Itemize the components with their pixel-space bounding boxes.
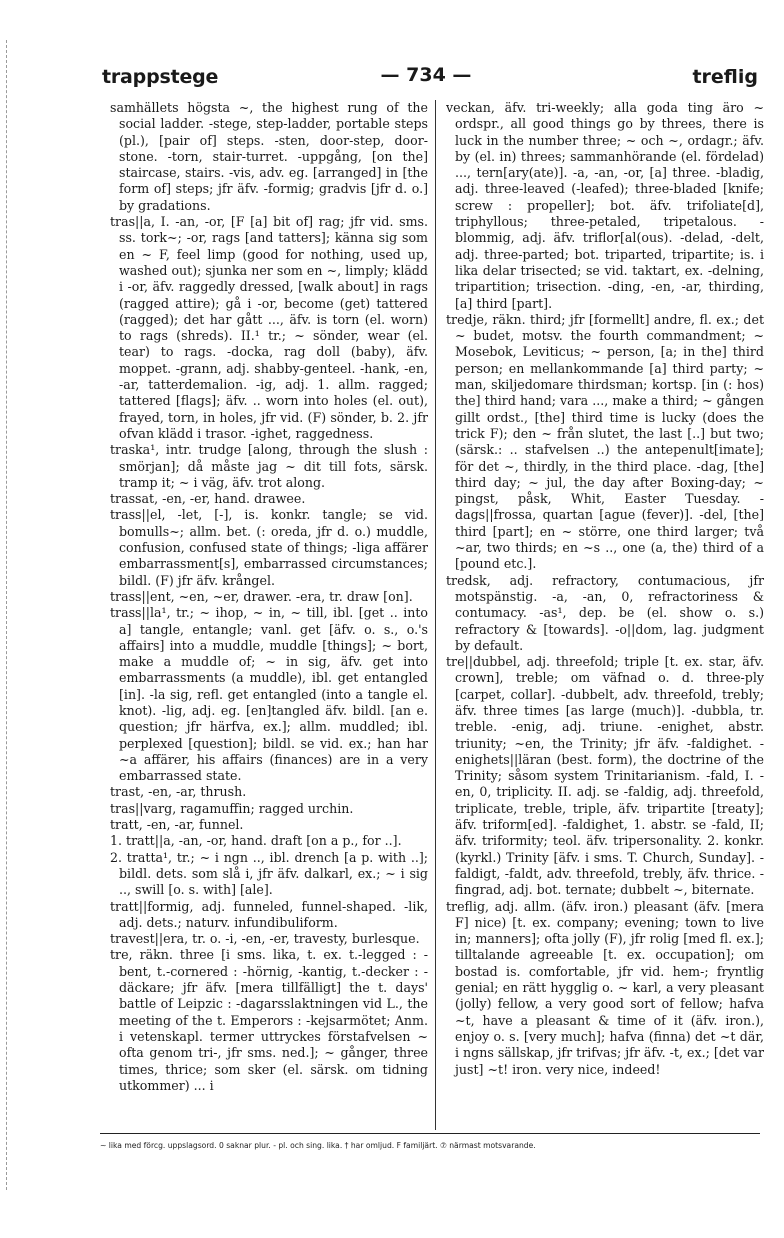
entry-trasvarg: tras||varg, ragamuffin; ragged urchin. xyxy=(110,800,354,816)
left-column xyxy=(110,100,428,1130)
page-number: — 734 — xyxy=(380,64,472,86)
entry-trasa: tras||a, I. -an, -or, [F [a] bit of] rag; jfr vid. sms. ss. tork~; -or, rags [and tatters]; känna sig som en ~ F, feel limp (good for nothing, used up, washed out); sjunka ner som en ~, limply; klädd i -or, äfv. raggedly dressed, [walk about] in rags (ragged attire); gå i -or, become (get) tattered (ragged); det har gått ..., äfv. is torn (el. worn) to rags (shreds). II.¹ tr.; ~ sönder, wear (el. tear) to rags. -docka, rag doll (baby), äfv. moppet. -grann, adj. shabby-genteel. -hank, -en, -ar, tatterdemalion. -ig, adj. 1. allm. ragged; tattered [flags]; äfv. .. worn into holes (el. out), frayed, torn, in holes, jfr vid. (F) sönder, b. 2. jfr ofvan klädd i trasor. -ighet, raggedness. xyxy=(110,214,428,441)
entry-tratta-2: 2. tratta¹, tr.; ~ i ngn .., ibl. drench [a p. with ..]; bildl. dets. som slå i, jfr äfv. dalkarl, ex.; ~ i sig .., swill [o. s. with] [ale]. xyxy=(110,849,428,898)
entry-tredubbel: tre||dubbel, adj. threefold; triple [t. ex. star, äfv. crown], treble; om väfnad o. d. three-ply [carpet, collar]. -dubbelt, adv. threefold, trebly; äfv. three times [as large (much)]. -dubbla, tr. treble. -enig, adj. triune. -enighet, abstr. triunity; ~en, the Trinity; jfr äfv. -faldighet. -enighets||läran (best. form), the doctrine of the Trinity; såsom system Trinitarianism. -fald, I. -en, 0, triplicity. II. adj. se -faldig, adj. threefold, triplicate, treble, triple, äfv. tripartite [treaty]; äfv. triform[ed]. -faldighet, 1. abstr. se -fald, II; äfv. triformity; teol. äfv. tripersonality. 2. konkr. (kyrkl.) Trinity [äfv. i sms. T. Church, Sunday]. -faldigt, -faldt, adv. threefold, trebly, äfv. thrice. -fingrad, adj. bot. ternate; dubbelt ~, biternate. xyxy=(446,654,764,898)
guide-word-left: trappstege xyxy=(102,66,219,88)
entry-tredje: tredje, räkn. third; jfr [formellt] andre, fl. ex.; det ~ budet, motsv. the fourth commandment; ~ Mosebok, Leviticus; ~ person, [a; in the] third person; en mellankommande [a] third party; ~ man, skiljedomare thirdsman; kortsp. [in (: hos) the] third hand; vara ..., make a third; ~ gången gillt ordst., [the] third time is lucky (does the trick F); den ~ från slutet, the last [..] but two; (särsk.: .. stafvelsen ..) the antepenult[imate]; för det ~, thirdly, in the third place. -dag, [the] third day; ~ jul, the day after Boxing-day; ~ pingst, påsk, Whit, Easter Tuesday. -dags||frossa, quartan [ague (fever)]. -del, [the] third [part]; en ~ större, one third larger; två ~ar, two thirds; en ~s .., one (a, the) third of a [pound etc.]. xyxy=(446,311,764,572)
entry-traska: traska¹, intr. trudge [along, through the slush : smörjan]; då måste jag ~ dit till fots, särsk. tramp it; ~ i väg, äfv. trot along. xyxy=(110,442,428,490)
entry-travestera: travest||era, tr. o. -i, -en, -er, travesty, burlesque. xyxy=(110,931,420,947)
entry-samhallets: samhällets högsta ~, the highest rung of the social ladder. -stege, step-ladder, portable steps (pl.), [pair of] steps. -sten, door-step, door-stone. -torn, stair-turret. -uppgång, [on the] staircase, stairs. -vis, adv. eg. [arranged] in [the form of] steps; jfr äfv. -formig; gradvis [jfr d. o.] by gradations. xyxy=(110,100,428,213)
right-column xyxy=(446,100,764,1130)
entry-tre-continued: veckan, äfv. tri-weekly; alla goda ting äro ~ ordspr., all good things go by threes, there is luck in the number three; ~ och ~, ordagr.; äfv. by (el. in) threes; sammanhörande (el. fördelad) ..., tern[ary(ate)]. -a, -an, -or, [a] three. -bladig, adj. three-leaved (-leafed); three-bladed [knife; screw : propeller]; bot. äfv. trifoliate[d], triphyllous; three-petaled, tripetalous. -blommig, adj. äfv. triflor[al(ous). -delad, -delt, adj. three-parted; bot. triparted, tripartite; is. i lika delar trisected; se vid. taktart, ex. -delning, tripartition; trisection. -ding, -en, -ar, thirding, [a] third [part]. xyxy=(446,100,764,311)
running-header xyxy=(98,58,758,92)
column-divider xyxy=(435,100,436,1130)
entry-trassel: trass||el, -let, [-], is. konkr. tangle; se vid. bomulls~; allm. bet. (: oreda, jfr d. o.) muddle, confusion, confused state of things; -liga affärer embarrassment[s], embarrassed circumstances; bildl. (F) jfr äfv. krångel. xyxy=(110,507,428,588)
entry-trast: trast, -en, -ar, thrush. xyxy=(110,784,247,800)
entry-tredsk: tredsk, adj. refractory, contumacious, jfr motspänstig. -a, -an, 0, refractoriness & contumacy. -as¹, dep. be (el. show o. s.) refractory & [towards]. -o||dom, lag. judgment by default. xyxy=(446,572,764,653)
entry-tratta-1: 1. tratt||a, -an, -or, hand. draft [on a p., for ..]. xyxy=(110,833,402,849)
margin-rule xyxy=(6,40,7,1190)
entry-tratt: tratt, -en, -ar, funnel. xyxy=(110,817,244,833)
entry-trassla: trass||la¹, tr.; ~ ihop, ~ in, ~ till, ibl. [get .. into a] tangle, entangle; vanl. get [äfv. o. s., o.'s affairs] into a muddle, muddle [things]; ~ bort, make a muddle of; ~ in sig, äfv. get into embarrassments (a muddle), ibl. get entangled [in]. -la sig, refl. get entangled (into a tangle el. knot). -lig, adj. eg. [en]tangled äfv. bildl. [an e. question; jfr härfva, ex.]; allm. muddled; ibl. perplexed [question]; bildl. se vid. ex.; han har ~a affärer, his affairs (finances) are in a very embarrassed state. xyxy=(110,605,428,784)
footer-rule xyxy=(100,1133,760,1134)
entry-treflig: treflig, adj. allm. (äfv. iron.) pleasant (äfv. [mera F] nice) [t. ex. company; evening; town to live in; manners]; ofta jolly (F), jfr rolig [med fl. ex.]; tilltalande agreeable [t. ex. occupation]; om bostad is. comfortable, jfr vid. hem-; fryntlig genial; en rätt hygglig o. ~ karl, a very pleasant (jolly) fellow, a very good sort of fellow; hafva ~t, have a pleasant & time of it (äfv. iron.), enjoy o. s. [very much]; hafva (finna) det ~t där, i ngns sällskap, jfr trifvas; jfr äfv. -t, ex.; [det var just] ~t! iron. very nice, indeed! xyxy=(446,898,764,1077)
entry-tre: tre, räkn. three [i sms. lika, t. ex. t.-legged : -bent, t.-cornered : -hörnig, -kantig, t.-decker : -däckare; jfr äfv. [mera tillfälligt] the t. days' battle of Leipzic : -dagarsslaktningen vid L., the meeting of the t. Emperors : -kejsarmötet; Anm. i vetenskapl. termer uttryckes förstafvelsen ~ ofta genom tri-, jfr sms. ned.]; ~ gånger, three times, thrice; som sker (el. särsk. om tidning utkommer) ... i xyxy=(110,947,428,1093)
entry-trassent: trass||ent, ~en, ~er, drawer. -era, tr. draw [on]. xyxy=(110,588,413,604)
entry-trassat: trassat, -en, -er, hand. drawee. xyxy=(110,491,306,507)
guide-word-right: treflig xyxy=(692,66,758,88)
entry-trattformig: tratt||formig, adj. funneled, funnel-shaped. -lik, adj. dets.; naturv. infundibuliform. xyxy=(110,898,428,930)
abbreviation-legend: ~ lika med förcg. uppslagsord. 0 saknar plur. - pl. och sing. lika. † har omljud. F familjärt. ⑦ närmast motsvarande. xyxy=(100,1141,536,1150)
